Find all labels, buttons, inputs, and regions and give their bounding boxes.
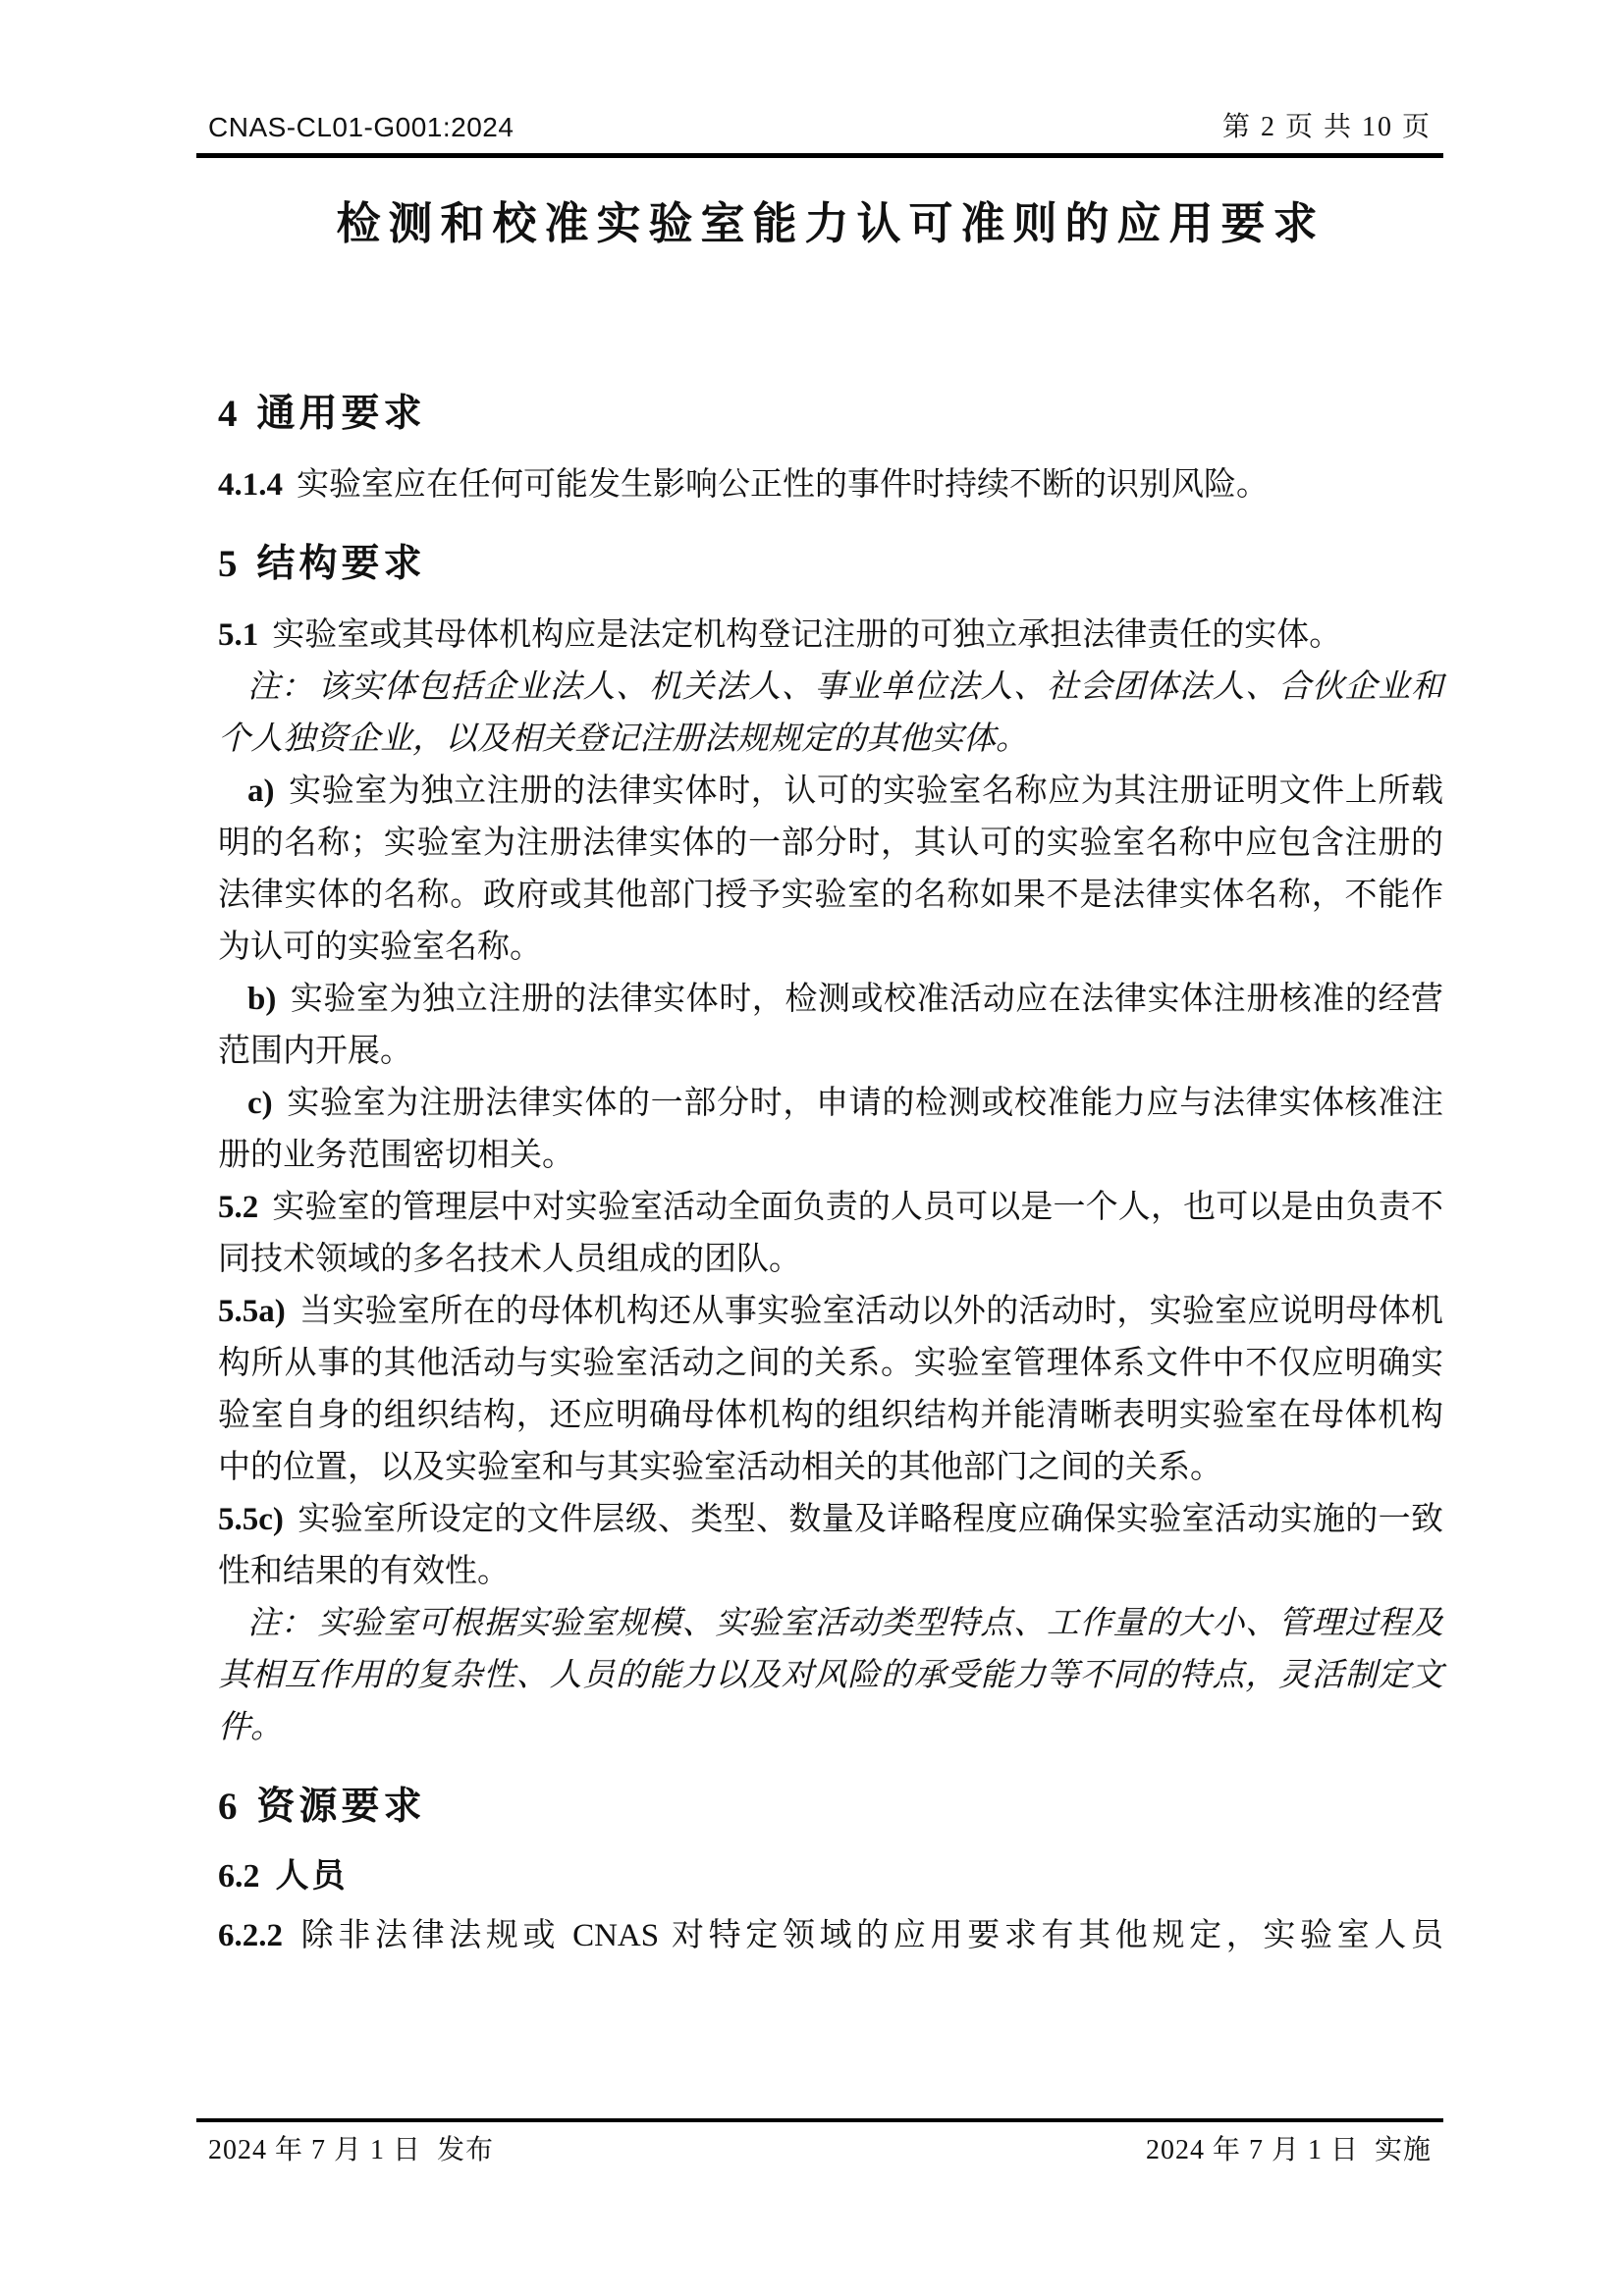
section-heading-4 xyxy=(218,391,1443,438)
implement-date: 2024 年 7 月 1 日 xyxy=(1145,2135,1359,2165)
page-number: 第 2 页 共 10 页 xyxy=(1221,112,1432,142)
item-text: 实验室为独立注册的法律实体时，检测或校准活动应在法律实体注册核准的经营范围内开展。 xyxy=(218,982,1443,1069)
section-number: 5 xyxy=(218,543,238,585)
clause-number: 5.5c) xyxy=(218,1502,284,1537)
release-label: 发布 xyxy=(437,2135,495,2165)
page-footer xyxy=(196,2118,1443,2167)
section-title: 结构要求 xyxy=(256,543,426,585)
item-text: 实验室为注册法律实体的一部分时，申请的检测或校准能力应与法律实体核准注册的业务范围密切相关。 xyxy=(218,1086,1443,1173)
clause-5-5a xyxy=(218,1286,1443,1494)
clause-text: 实验室所设定的文件层级、类型、数量及详略程度应确保实验室活动实施的一致性和结果的有效性。 xyxy=(218,1502,1443,1589)
section-number: 4 xyxy=(218,393,238,435)
section-heading-5 xyxy=(218,541,1443,588)
note-5-1 xyxy=(218,662,1443,766)
document-title: 检测和校准实验室能力认可准则的应用要求 xyxy=(336,198,1326,248)
note-text: 该实体包括企业法人、机关法人、事业单位法人、社会团体法人、合伙企业和个人独资企业，以及相关登记注册法规规定的其他实体。 xyxy=(218,669,1444,757)
note-5-5c xyxy=(218,1598,1443,1754)
note-text: 实验室可根据实验室规模、实验室活动类型特点、工作量的大小、管理过程及其相互作用的复杂性、人员的能力以及对风险的承受能力等不同的特点，灵活制定文件。 xyxy=(218,1606,1444,1745)
list-item-b xyxy=(218,974,1443,1078)
item-label: b) xyxy=(247,982,277,1017)
note-label: 注： xyxy=(247,669,314,705)
clause-6-2-2 xyxy=(218,1910,1443,1962)
document-body xyxy=(218,0,1443,1962)
item-label: a) xyxy=(247,774,275,809)
release-date: 2024 年 7 月 1 日 xyxy=(208,2135,422,2165)
item-label: c) xyxy=(247,1086,273,1121)
clause-text: 实验室应在任何可能发生影响公正性的事件时持续不断的识别风险。 xyxy=(297,467,1269,503)
subsection-heading-6-2 xyxy=(218,1854,1443,1898)
clause-text: 实验室或其母体机构应是法定机构登记注册的可独立承担法律责任的实体。 xyxy=(272,617,1342,653)
clause-5-5c xyxy=(218,1494,1443,1598)
clause-number: 5.5a) xyxy=(218,1294,286,1329)
subsection-number: 6.2 xyxy=(218,1858,260,1895)
section-title: 通用要求 xyxy=(256,393,426,435)
clause-5-2 xyxy=(218,1182,1443,1286)
list-item-a xyxy=(218,766,1443,974)
section-title: 资源要求 xyxy=(256,1786,426,1828)
clause-number: 5.2 xyxy=(218,1190,259,1225)
clause-number: 4.1.4 xyxy=(218,467,283,503)
item-text: 实验室为独立注册的法律实体时，认可的实验室名称应为其注册证明文件上所载明的名称；实验室为注册法律实体的一部分时，其认可的实验室名称中应包含注册的法律实体的名称。政府或其他部门授予实验室的名称如果不是法律实体名称，不能作为认可的实验室名称。 xyxy=(218,774,1443,965)
implement-label: 实施 xyxy=(1374,2135,1432,2165)
clause-text: 除非法律法规或 CNAS 对特定领域的应用要求有其他规定，实验室人员 xyxy=(297,1918,1443,1953)
list-item-c xyxy=(218,1078,1443,1182)
note-label: 注： xyxy=(247,1606,314,1641)
section-heading-6 xyxy=(218,1784,1443,1831)
implement-info xyxy=(1146,2134,1432,2167)
clause-text: 实验室的管理层中对实验室活动全面负责的人员可以是一个人，也可以是由负责不同技术领域的多名技术人员组成的团队。 xyxy=(218,1190,1443,1277)
release-info xyxy=(208,2134,494,2167)
clause-number: 5.1 xyxy=(218,617,259,653)
clause-4-1-4 xyxy=(218,459,1443,511)
section-number: 6 xyxy=(218,1786,238,1828)
clause-number: 6.2.2 xyxy=(218,1918,283,1953)
subsection-title: 人员 xyxy=(275,1857,349,1895)
clause-5-1 xyxy=(218,610,1443,662)
document-code: CNAS-CL01-G001:2024 xyxy=(208,112,514,142)
clause-text: 当实验室所在的母体机构还从事实验室活动以外的活动时，实验室应说明母体机构所从事的其他活动与实验室活动之间的关系。实验室管理体系文件中不仅应明确实验室自身的组织结构，还应明确母体机构的组织结构并能清晰表明实验室在母体机构中的位置，以及实验室和与其实验室活动相关的其他部门之间的关系。 xyxy=(218,1294,1443,1485)
